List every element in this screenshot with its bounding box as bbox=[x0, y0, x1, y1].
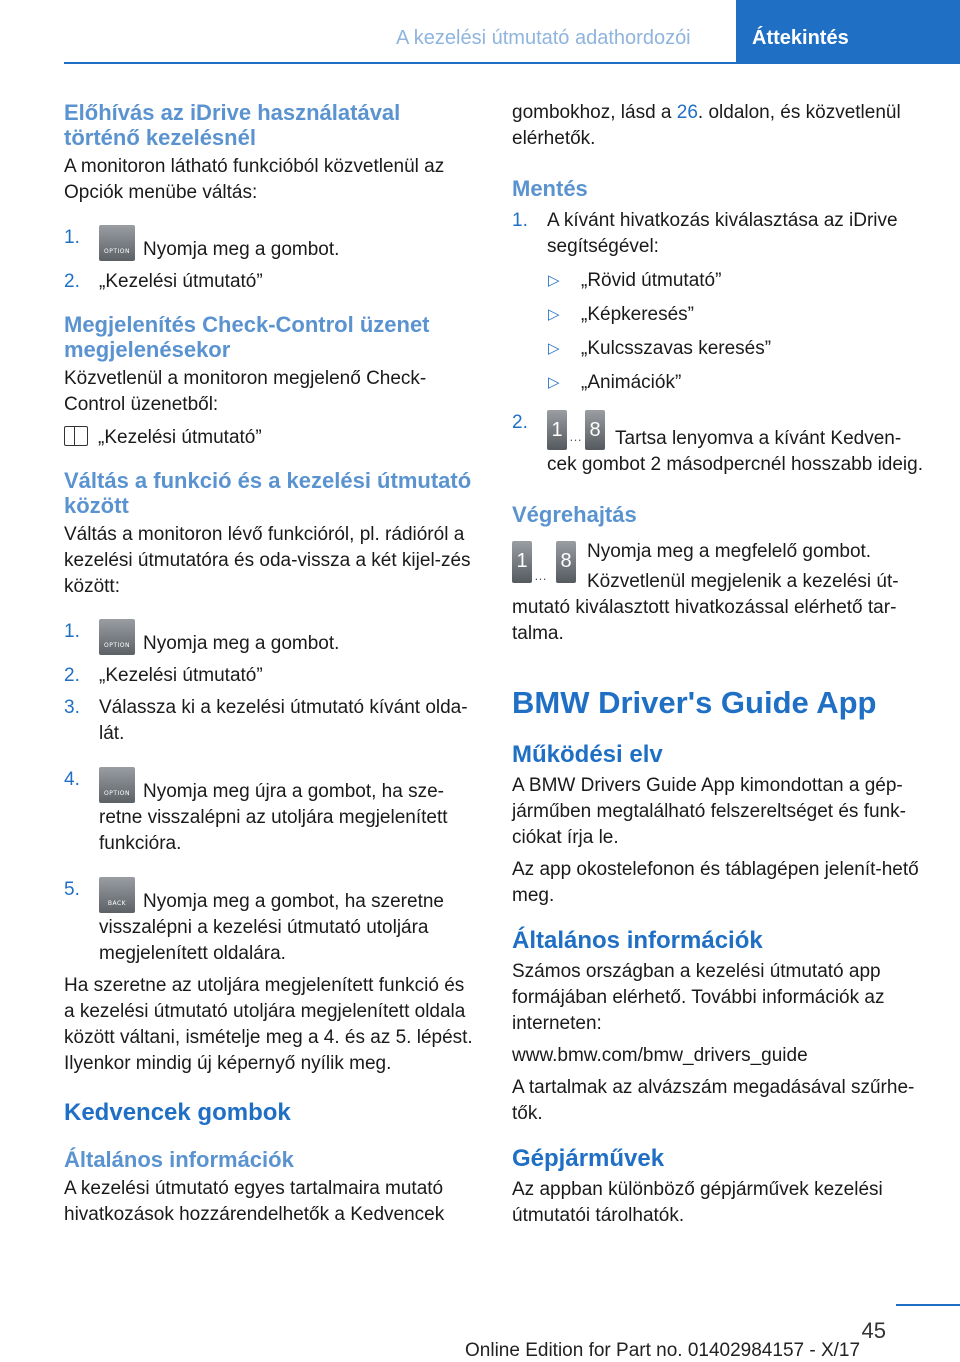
list-number: 2. bbox=[512, 412, 528, 433]
url-text: www.bmw.com/bmw_drivers_guide bbox=[512, 1045, 808, 1066]
option-button-icon: OPTION bbox=[99, 767, 135, 803]
paragraph: A BMW Drivers Guide App kimondottan a gép-járműben megtalálható felszereltséget és funk-ciókat írja le. bbox=[512, 775, 906, 848]
list-number: 1. bbox=[64, 227, 80, 248]
triangle-icon: ▷ bbox=[548, 272, 560, 289]
list-item bbox=[64, 225, 479, 263]
page-link[interactable]: 26 bbox=[676, 102, 698, 123]
paragraph: Közvetlenül megjelenik a kezelési út-mutató kiválasztott hivatkozással elérhető tar-talma. bbox=[512, 571, 899, 644]
list-number: 4. bbox=[64, 769, 80, 790]
triangle-icon: ▷ bbox=[548, 374, 560, 391]
paragraph: Az app okostelefonon és táblagépen jelenít-hető meg. bbox=[512, 859, 919, 906]
option-button-icon: OPTION bbox=[99, 225, 135, 261]
paragraph: A tartalmak az alvázszám megadásával szűrhe-tők. bbox=[512, 1077, 915, 1124]
section-title: Váltás a funkció és a kezelési útmutató között bbox=[64, 468, 472, 518]
section-title: Általános információk bbox=[512, 927, 763, 954]
right-column bbox=[512, 100, 927, 1229]
sub-item: ▷ „Képkeresés” bbox=[512, 302, 927, 328]
paragraph: Az appban különböző gépjárművek kezelési útmutatói tárolhatók. bbox=[512, 1179, 883, 1226]
list-item bbox=[64, 663, 479, 689]
list-number: 1. bbox=[512, 210, 528, 231]
paragraph: Váltás a monitoron lévő funkcióról, pl. rádióról a kezelési útmutatóra és oda-vissza a két kijel-zés között: bbox=[64, 524, 471, 597]
paragraph: Ha szeretne az utoljára megjelenített funkció és a kezelési útmutató utoljára megjelenített oldala között váltani, ismételje meg a 4. és az 5. lépést. Ilyenkor mindig új képernyő nyílik meg. bbox=[64, 975, 473, 1074]
section-title: Kedvencek gombok bbox=[64, 1099, 291, 1126]
list-item bbox=[512, 410, 927, 478]
list-item bbox=[64, 877, 479, 967]
edition-footer: Online Edition for Part no. 01402984157 - X/17 bbox=[465, 1340, 861, 1361]
list-text: Nyomja meg a gombot. bbox=[143, 239, 340, 260]
paragraph: Nyomja meg a megfelelő gombot. bbox=[587, 541, 872, 562]
list-number: 1. bbox=[64, 621, 80, 642]
list-text: Nyomja meg a gombot, ha szeretne visszalépni a kezelési útmutató utoljára megjelenített oldalára. bbox=[99, 891, 444, 964]
list-item bbox=[64, 269, 479, 295]
left-column bbox=[64, 100, 479, 1228]
list-text: „Kezelési útmutató” bbox=[99, 665, 263, 686]
paragraph: gombokhoz, lásd a 26. oldalon, és közvetlenül elérhetők. bbox=[512, 102, 901, 149]
list-text: „Kezelési útmutató” bbox=[99, 271, 263, 292]
list-item bbox=[64, 619, 479, 657]
sub-item: ▷ „Animációk” bbox=[512, 370, 927, 396]
footer-rule bbox=[896, 1304, 960, 1306]
list-text: Tartsa lenyomva a kívánt Kedven-cek gombot 2 másodpercnél hosszabb ideig. bbox=[547, 428, 924, 475]
sub-item: ▷ „Rövid útmutató” bbox=[512, 268, 927, 294]
paragraph: A kezelési útmutató egyes tartalmaira mutató hivatkozások hozzárendelhetők a Kedvencek bbox=[64, 1178, 445, 1225]
list-text: A kívánt hivatkozás kiválasztása az iDrive segítségével: bbox=[547, 210, 898, 257]
triangle-icon: ▷ bbox=[548, 340, 560, 357]
paragraph: A monitoron látható funkcióból közvetlenül az Opciók menübe váltás: bbox=[64, 156, 445, 203]
section-tab[interactable]: Áttekintés bbox=[736, 0, 960, 62]
list-text: Nyomja meg újra a gombot, ha sze-retne visszalépni az utoljára megjelenített funkcióra. bbox=[99, 781, 448, 854]
list-text: Válassza ki a kezelési útmutató kívánt olda-lát. bbox=[99, 697, 468, 744]
sub-item: ▷ „Kulcsszavas keresés” bbox=[512, 336, 927, 362]
paragraph: Számos országban a kezelési útmutató app formájában elérhető. További információk az interneten: bbox=[512, 961, 885, 1034]
favorite-buttons-icon: 1 … 8 bbox=[547, 410, 605, 450]
check-control-line: „Kezelési útmutató” bbox=[64, 425, 479, 451]
page-header bbox=[64, 0, 960, 64]
list-number: 2. bbox=[64, 271, 80, 292]
book-info-icon bbox=[64, 426, 88, 446]
list-number: 3. bbox=[64, 697, 80, 718]
section-title: Végrehajtás bbox=[512, 502, 637, 527]
section-title: Gépjárművek bbox=[512, 1145, 665, 1172]
section-title: Működési elv bbox=[512, 741, 663, 768]
back-button-icon: BACK bbox=[99, 877, 135, 913]
list-item bbox=[512, 208, 927, 260]
list-number: 5. bbox=[64, 879, 80, 900]
exec-block bbox=[512, 539, 927, 583]
page-number: 45 bbox=[861, 1318, 886, 1343]
chapter-title: BMW Driver's Guide App bbox=[512, 685, 877, 720]
list-item bbox=[64, 695, 479, 747]
section-title: Általános információk bbox=[64, 1147, 294, 1172]
favorite-buttons-icon: 1 … 8 bbox=[512, 541, 576, 583]
section-title: Megjelenítés Check-Control üzenet megjelenésekor bbox=[64, 312, 430, 362]
list-number: 2. bbox=[64, 665, 80, 686]
triangle-icon: ▷ bbox=[548, 306, 560, 323]
list-text: Nyomja meg a gombot. bbox=[143, 633, 340, 654]
option-button-icon: OPTION bbox=[99, 619, 135, 655]
section-title: Mentés bbox=[512, 176, 588, 201]
breadcrumb[interactable]: A kezelési útmutató adathordozói bbox=[396, 27, 691, 49]
section-title: Előhívás az iDrive használatával történő kezelésnél bbox=[64, 100, 401, 150]
paragraph: Közvetlenül a monitoron megjelenő Check-Control üzenetből: bbox=[64, 368, 427, 415]
list-item bbox=[64, 767, 479, 857]
